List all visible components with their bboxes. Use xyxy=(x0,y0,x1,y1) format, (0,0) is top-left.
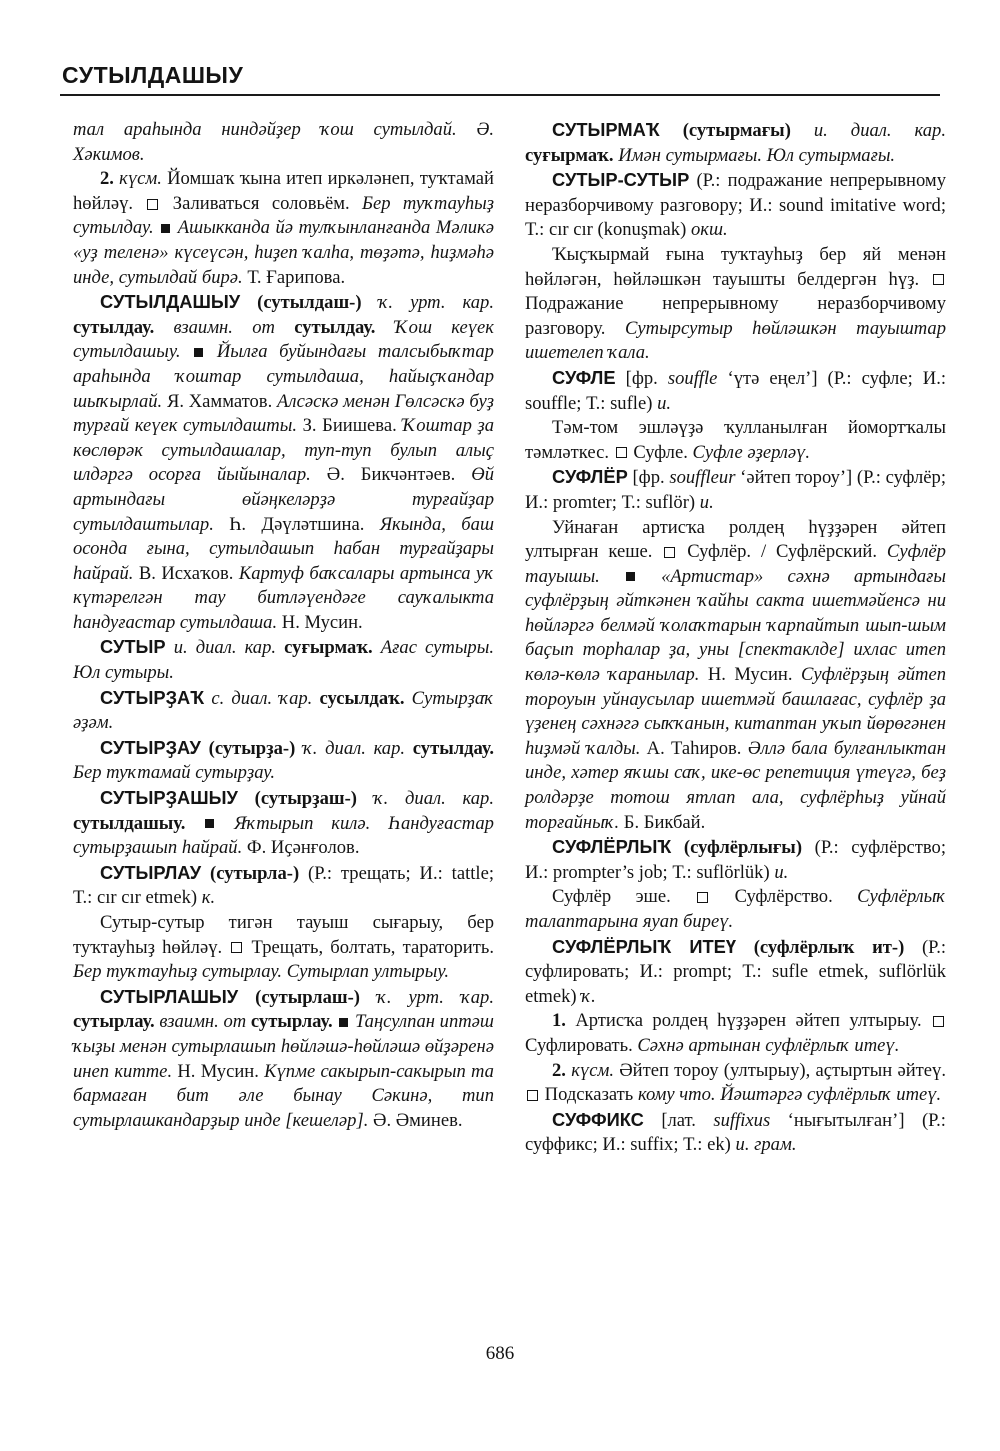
headword: СУТЫЛДАШЫУ xyxy=(100,291,241,313)
entry-sutyrlau-definition: Сутыр-сутыр тигән тауыш сығарыу, бер туҡтауһыҙ һөйләү. Трещать, болтать, тараторить. Бер туҡтауһыҙ сутырлау. Сутырлап ултырыу. xyxy=(73,912,494,983)
left-column xyxy=(73,118,494,1133)
entry-sutyr-sutyr-definition: Ҡыҫҡырмай ғына туҡтауһыҙ бер яй менән һөйләгән, һөйләшкән тауышты белдергән һүҙ. Подражание непрерывному неразборчивому разговору. Сутырсутыр һөйләшкән тауыштар ишетелеп ҡала. xyxy=(525,243,946,364)
header-rule xyxy=(60,94,940,96)
translation-box-icon xyxy=(527,1090,538,1101)
headword: СУТЫР xyxy=(100,636,166,658)
entry-sutyrzau: СУТЫРҘАУ (сутырҙа-) ҡ. диал. кар. сутылдау. Бер туҡтамай сутырҙау. xyxy=(73,736,494,784)
translation-box-icon xyxy=(697,892,708,903)
example-square-icon xyxy=(626,572,635,581)
headword: СУФЛЁРЛЫҠ ИТЕҮ xyxy=(552,935,737,957)
translation-box-icon xyxy=(664,547,675,558)
headword: СУТЫРЛАУ xyxy=(100,861,202,883)
sense-1: 1. Артисҡа ролдең һүҙҙәрен әйтеп ултырыу. Суфлировать. Сәхнә артынан суфлёрлыҡ итеү. xyxy=(525,1009,946,1058)
entry-suffiks: СУФФИКС [лат. suffixus ‘нығытылған’] (Р.: суффикс; И.: suffix; Т.: ek) и. грам. xyxy=(525,1108,946,1156)
entry-suflerlyk: СУФЛЁРЛЫҠ (суфлёрлығы) (Р.: суфлёрство; И.: prompter’s job; Т.: suflörlük) и. xyxy=(525,836,946,883)
example-square-icon xyxy=(205,819,214,828)
entry-sutyr: СУТЫР и. диал. кар. суғырмаҡ. Ағас сутыры. Юл сутыры. xyxy=(73,636,494,684)
translation-box-icon xyxy=(616,447,627,458)
headword: СУТЫРЛАШЫУ xyxy=(100,985,239,1007)
page-number: 686 xyxy=(485,1343,515,1364)
headword: СУФФИКС xyxy=(552,1108,644,1130)
entry-sutyr-sutyr: СУТЫР-СУТЫР (Р.: подражание непрерывному неразборчивому разговору; И.: sound imitative word; Т.: cır cır (konuşmak) окш. xyxy=(525,169,946,241)
entry-sufle: СУФЛЕ [фр. souffle ‘үтә еңел’] (Р.: суфле; И.: soufflе; Т.: sufle) и. xyxy=(525,366,947,414)
sense-2: 2. күсм. Йомшаҡ ҡына итеп иркәләнеп, туҡтамай һөйләү. Заливаться соловьём. Бер туҡтауһыҙ сутылдау. Ашыкканда йә тулҡынланғанда Мәликә «уҙ теленә» күсеүсән, һиҙеп ҡалһа, төҙәтә, һиҙмәһә инде, сутылдай бирә. Т. Ғарипова. xyxy=(73,168,495,288)
translation-box-icon xyxy=(933,1016,944,1027)
example-square-icon xyxy=(339,1018,348,1027)
example-square-icon xyxy=(161,224,170,233)
headword: СУТЫРҘАШЫУ xyxy=(100,787,238,809)
entry-sutyrzak: СУТЫРҘАҠ с. диал. ҡар. сусылдаҡ. Сутырҙаҡ әҙәм. xyxy=(73,686,494,734)
entry-continuation: тал араһында ниндәйҙер ҡош сутылдай. Ә. Хәкимов. xyxy=(73,119,494,165)
entry-suflerlyk-iteu: СУФЛЁРЛЫҠ ИТЕҮ (суфлёрлыҡ ит-) (Р.: суфлировать; И.: prompt; Т.: sufle etmek, suflörlük etmek) ҡ. xyxy=(525,935,947,1007)
entry-sufle-definition: Тәм-том эшләүҙә ҡулланылған йомортҡалы тәмләткес. Суфле. Суфле әҙерләү. xyxy=(525,417,946,463)
entry-sutyrzashyu: СУТЫРҘАШЫУ (сутырҙаш-) ҡ. диал. кар. сутылдашыу. Яҡтырып килә. Һандуғастар сутырҙашып һайрай. Ф. Иҫәнғолов. xyxy=(73,787,494,859)
translation-box-icon xyxy=(933,274,944,285)
headword: СУТЫРҘАҠ xyxy=(100,686,205,708)
headword: СУФЛЕ xyxy=(552,366,616,388)
entry-sufler-definition: Уйнаған артисҡа ролдең һүҙҙәрен әйтеп ултырған кеше. Суфлёр. / Суфлёрский. Суфлёр тауышы. «Артистар» сәхнә артындағы суфлёрҙың әйткәнен ҡайһы сакта ишетмәйенсә ни һөйләргә белмәй ҡолаҡтарын ҡарпайтып шып-шым баҫып торһалар ҙа, уны [спектаклде] ихлас итеп көлә-көлә ҡаранылар. Н. Мусин. Суфлёрҙың әйтеп тороуын уйнаусылар ишетмәй башлағас, суфлёр ҙа үҙенең сәхнәгә сыҡҡанын, китаптан уҡып йөрөгәнен һиҙмәй ҡалды. А. Таһиров. Әллә бала булғанлыктан инде, хәтер яҡшы саҡ, ике-өс репетиция үтеүгә, беҙ ролдәрҙе тотош ятлап ала, суфлёрһыҙ уйнай торғайныҡ. Б. Бикбай. xyxy=(525,516,947,833)
translation-box-icon xyxy=(231,942,242,953)
entry-suflerlyk-definition: Суфлёр эше. Суфлёрство. Суфлёрлыҡ талаптарына яуап биреү. xyxy=(525,886,946,932)
sense-2: 2. күсм. Әйтеп тороу (ултырыу), аҫтыртын әйтеү. Подсказать кому что. Йәштәргә суфлёрлыҡ итеү. xyxy=(525,1059,946,1108)
entry-sutyrlashyu: СУТЫРЛАШЫУ (сутырлаш-) ҡ. урт. ҡар. сутырлау. взаимн. от сутырлау. Таңсулпан иптәш ҡыҙы менән сутырлашып һөйләшә-һөйләшә өйҙәренә инеп китте. Н. Мусин. Күпме сакырып-сакырып та бармаған бит әле бынау Сәкинә, тип сутырлашкандарҙыр инде [кешеләр]. Ә. Әминев. xyxy=(73,985,494,1131)
entry-sutyrmak: СУТЫРМАҠ (сутырмағы) и. диал. кар. суғырмаҡ. Имән сутырмағы. Юл сутырмағы. xyxy=(525,119,946,166)
entry-sutyrlau: СУТЫРЛАУ (сутырла-) (Р.: трещать; И.: tattle; Т.: cır cır etmek) к. xyxy=(73,861,495,909)
headword: СУТЫРМАҠ xyxy=(552,119,660,140)
running-header xyxy=(60,58,940,98)
headword: СУФЛЁР xyxy=(552,466,628,488)
entry-sutyldashyu: СУТЫЛДАШЫУ (сутылдаш-) ҡ. урт. кар. сутылдау. взаимн. от сутылдау. Ҡош кеүек сутылдашыу. Йылға буйындағы талсыбыҡтар араһында ҡоштар сутылдаша, һайыҫҡандар шыҡырлай. Я. Хамматов. Алсәскә менән Гөлсәскә буҙ турғай кеүек сутылдашты. З. Биишева. Ҡоштар ҙа көслөрәк сутылдашалар, туп-туп булып алыҫ илдәргә осорға йыйыналар. Ә. Бикчәнтәев. Өй артындағы өйәңкеләрҙә турғайҙар сутылдаштылар. Һ. Дәүләтшина. Якында, баш осонда ғына, сутылдашып һабан турғайҙары һайрай. В. Исхаҡов. Картуф баҡсалары артынса уҡ күтәрелгән тау битләүендәге сауҡалыкта һандуғастар сутылдаша. Н. Мусин. xyxy=(73,291,495,633)
right-column xyxy=(525,118,946,1158)
translation-box-icon xyxy=(147,199,158,210)
headword: СУФЛЁРЛЫҠ xyxy=(552,836,672,858)
entry-sufler: СУФЛЁР [фр. souffleur ‘әйтеп тороу’] (Р.: суфлёр; И.: promter; Т.: suflör) и. xyxy=(525,466,947,513)
headword: СУТЫРҘАУ xyxy=(100,736,201,758)
headword: СУТЫР-СУТЫР xyxy=(552,169,690,191)
running-head-title: СУТЫЛДАШЫУ xyxy=(62,62,244,88)
example-square-icon xyxy=(194,348,203,357)
